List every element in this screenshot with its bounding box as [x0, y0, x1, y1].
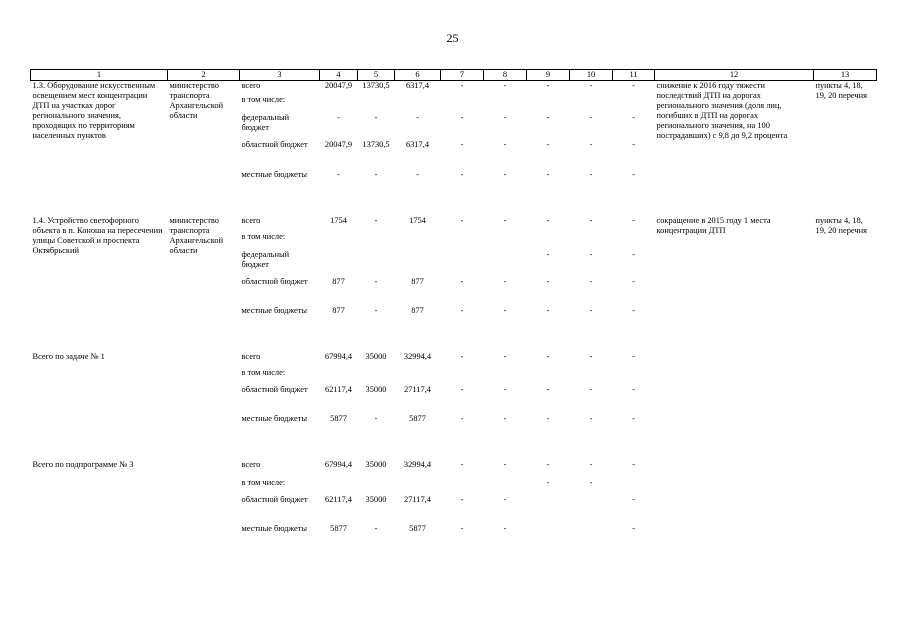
table-row [31, 216, 877, 232]
amount-cell: - [546, 305, 550, 315]
amount-cell: - [460, 305, 464, 315]
amount-cell: - [632, 139, 635, 149]
amount-cell: 1754 [409, 215, 426, 225]
amount-cell [441, 478, 484, 495]
amount-cell [570, 495, 613, 524]
amount-cell [320, 95, 358, 113]
amount-cell: - [632, 215, 635, 225]
amount-cell [484, 95, 527, 113]
amount-cell [395, 368, 441, 385]
amount-cell: 20047,9 [324, 139, 353, 149]
amount-cell: - [632, 169, 635, 179]
column-header-4: 4 [320, 70, 358, 81]
amount-cell: - [632, 459, 635, 469]
amount-cell [570, 95, 613, 113]
amount-cell: - [546, 112, 550, 122]
amount-cell [395, 95, 441, 113]
amount-cell: - [546, 81, 550, 90]
funding-source-label: в том числе: [241, 231, 286, 241]
separator-cell [31, 196, 877, 216]
column-header-5: 5 [358, 70, 395, 81]
amount-cell: - [546, 139, 550, 149]
funding-source-label: в том числе: [241, 94, 286, 104]
amount-cell: 35000 [365, 384, 387, 394]
amount-cell: - [589, 215, 593, 225]
table-row [31, 81, 877, 95]
amount-cell: - [589, 351, 593, 361]
amount-cell: - [503, 494, 507, 504]
amount-cell: - [546, 249, 550, 259]
funding-source-label: областной бюджет [241, 139, 308, 149]
amount-cell: 1754 [330, 215, 347, 225]
amount-cell [527, 495, 570, 524]
activity-name: Всего по задаче № 1 [32, 351, 105, 361]
amount-cell: 13730,5 [362, 81, 390, 90]
table-row [31, 460, 877, 478]
funding-source-label: местные бюджеты [241, 413, 308, 423]
section-separator [31, 196, 877, 216]
amount-cell: 35000 [365, 494, 387, 504]
amount-cell: - [374, 169, 378, 179]
amount-cell: - [589, 413, 593, 423]
activity-name: 1.3. Оборудование искусственным освещением мест концентрации ДТП на участках дорог регионального значения, проходящих по территориям населенных пунктов [32, 81, 156, 140]
amount-cell: - [503, 351, 507, 361]
amount-cell: - [503, 413, 507, 423]
reference-points [814, 460, 877, 550]
amount-cell [613, 368, 655, 385]
amount-cell: - [503, 112, 507, 122]
responsible-executor: министерство транспорта Архангельской области [169, 215, 224, 255]
amount-cell: - [632, 305, 635, 315]
funding-source-label: всего [241, 81, 261, 90]
amount-cell: - [374, 305, 378, 315]
reference-points [814, 352, 877, 440]
funding-source-label: областной бюджет [241, 494, 308, 504]
amount-cell: - [546, 169, 550, 179]
column-header-11: 11 [613, 70, 655, 81]
responsible-executor [168, 460, 240, 550]
amount-cell: - [589, 384, 593, 394]
amount-cell: - [337, 169, 340, 179]
funding-source-label: местные бюджеты [241, 169, 308, 179]
funding-source-label: местные бюджеты [241, 305, 308, 315]
amount-cell: 5877 [409, 413, 426, 423]
column-header-8: 8 [484, 70, 527, 81]
amount-cell: - [460, 169, 464, 179]
amount-cell [358, 232, 395, 250]
column-number-header-row [31, 70, 877, 81]
funding-source-label: местные бюджеты [241, 523, 308, 533]
amount-cell: - [503, 384, 507, 394]
funding-source-label: всего [241, 351, 261, 361]
amount-cell [320, 368, 358, 385]
amount-cell [570, 368, 613, 385]
amount-cell: 35000 [365, 351, 387, 361]
amount-cell [484, 478, 527, 495]
amount-cell: - [589, 249, 593, 259]
amount-cell [570, 524, 613, 550]
amount-cell: - [460, 139, 464, 149]
amount-cell: 5877 [330, 413, 347, 423]
amount-cell: - [589, 305, 593, 315]
amount-cell: - [503, 139, 507, 149]
amount-cell: 6317,4 [405, 81, 430, 90]
amount-cell: - [546, 351, 550, 361]
amount-cell: - [460, 215, 464, 225]
activity-name: Всего по подпрограмме № 3 [32, 459, 134, 469]
amount-cell: - [503, 215, 507, 225]
amount-cell [613, 95, 655, 113]
amount-cell [395, 250, 441, 277]
amount-cell: 13730,5 [362, 139, 390, 149]
table-row [31, 352, 877, 368]
amount-cell [358, 250, 395, 277]
column-header-7: 7 [441, 70, 484, 81]
amount-cell: - [374, 413, 378, 423]
amount-cell: - [460, 459, 464, 469]
amount-cell: - [546, 413, 550, 423]
amount-cell [613, 478, 655, 495]
amount-cell: - [374, 276, 378, 286]
amount-cell: - [460, 112, 464, 122]
amount-cell: - [503, 305, 507, 315]
amount-cell [484, 232, 527, 250]
amount-cell: - [374, 215, 378, 225]
amount-cell [320, 232, 358, 250]
amount-cell [484, 368, 527, 385]
amount-cell: - [460, 351, 464, 361]
amount-cell: 877 [332, 305, 345, 315]
amount-cell [613, 232, 655, 250]
column-header-10: 10 [570, 70, 613, 81]
funding-source-label: в том числе: [241, 477, 286, 487]
table-body [31, 81, 877, 550]
amount-cell: - [632, 494, 635, 504]
column-header-2: 2 [168, 70, 240, 81]
amount-cell: - [632, 276, 635, 286]
funding-source-label: всего [241, 215, 261, 225]
separator-cell [31, 440, 877, 460]
target-indicator: снижение к 2016 году тяжести последствий ДТП на дорогах регионального значения (доля лиц, погибших в ДТП на дорогах регионального значения, на 100 пострадавших) с 9,8 до 9,2 процента [656, 81, 788, 140]
column-header-12: 12 [655, 70, 814, 81]
reference-points: пункты 4, 18, 19, 20 перечня [815, 81, 867, 100]
amount-cell: - [460, 413, 464, 423]
activity-name: 1.4. Устройство светофорного объекта в п. Коноша на пересечении улицы Советской и проспекта Октябрьский [32, 215, 163, 255]
amount-cell: - [416, 112, 419, 122]
funding-source-label: в том числе: [241, 367, 286, 377]
program-table [30, 69, 877, 550]
amount-cell: - [589, 169, 593, 179]
amount-cell: 6317,4 [405, 139, 430, 149]
amount-cell: - [460, 81, 464, 90]
amount-cell: 67994,4 [324, 351, 353, 361]
amount-cell [358, 368, 395, 385]
amount-cell: - [546, 477, 550, 487]
amount-cell: - [460, 384, 464, 394]
column-header-13: 13 [814, 70, 877, 81]
column-header-1: 1 [31, 70, 168, 81]
amount-cell: - [374, 112, 378, 122]
amount-cell: - [337, 112, 340, 122]
amount-cell: - [632, 81, 635, 90]
amount-cell: - [589, 276, 593, 286]
target-indicator [655, 460, 814, 550]
responsible-executor: министерство транспорта Архангельской области [169, 81, 224, 120]
column-header-6: 6 [395, 70, 441, 81]
amount-cell: - [589, 477, 593, 487]
funding-source-label: федеральный бюджет [241, 249, 290, 269]
amount-cell: - [374, 523, 378, 533]
target-indicator [655, 352, 814, 440]
amount-cell: 62117,4 [325, 384, 352, 394]
amount-cell: 32994,4 [403, 351, 432, 361]
amount-cell [395, 232, 441, 250]
amount-cell: 62117,4 [325, 494, 352, 504]
column-header-9: 9 [527, 70, 570, 81]
amount-cell [358, 478, 395, 495]
amount-cell [570, 232, 613, 250]
amount-cell: - [589, 81, 593, 90]
amount-cell: - [503, 276, 507, 286]
funding-source-label: федеральный бюджет [241, 112, 290, 132]
amount-cell: 877 [332, 276, 345, 286]
amount-cell: - [546, 276, 550, 286]
target-indicator: сокращение в 2015 году 1 места концентрации ДТП [656, 215, 771, 235]
amount-cell [441, 95, 484, 113]
amount-cell [527, 368, 570, 385]
amount-cell: - [632, 523, 635, 533]
amount-cell: - [589, 112, 593, 122]
amount-cell: - [503, 523, 507, 533]
amount-cell: - [546, 384, 550, 394]
page-number: 25 [446, 31, 459, 45]
amount-cell [527, 524, 570, 550]
amount-cell: - [632, 384, 635, 394]
separator-cell [31, 332, 877, 352]
amount-cell: - [632, 249, 635, 259]
amount-cell: 5877 [409, 523, 426, 533]
amount-cell: - [589, 459, 593, 469]
amount-cell: - [503, 459, 507, 469]
column-header-3: 3 [240, 70, 320, 81]
funding-source-label: всего [241, 459, 261, 469]
amount-cell [441, 232, 484, 250]
amount-cell: - [632, 112, 635, 122]
amount-cell [358, 95, 395, 113]
amount-cell: - [503, 169, 507, 179]
amount-cell: 32994,4 [403, 459, 432, 469]
amount-cell: 27117,4 [404, 384, 431, 394]
amount-cell: 67994,4 [324, 459, 353, 469]
funding-source-label: областной бюджет [241, 276, 308, 286]
responsible-executor [168, 352, 240, 440]
section-separator [31, 332, 877, 352]
amount-cell: 20047,9 [324, 81, 353, 90]
amount-cell [320, 250, 358, 277]
amount-cell [484, 250, 527, 277]
amount-cell: 27117,4 [404, 494, 431, 504]
amount-cell [441, 368, 484, 385]
amount-cell: - [460, 523, 464, 533]
amount-cell: - [460, 276, 464, 286]
section-separator [31, 440, 877, 460]
amount-cell [527, 232, 570, 250]
amount-cell: - [460, 494, 464, 504]
amount-cell: 877 [411, 276, 424, 286]
amount-cell: - [503, 81, 507, 90]
amount-cell [320, 478, 358, 495]
reference-points: пункты 4, 18, 19, 20 перечня [815, 215, 867, 235]
amount-cell: - [546, 459, 550, 469]
amount-cell: 35000 [365, 459, 387, 469]
funding-source-label: областной бюджет [241, 384, 308, 394]
amount-cell: 877 [411, 305, 424, 315]
amount-cell: - [632, 351, 635, 361]
amount-cell: - [546, 215, 550, 225]
amount-cell [441, 250, 484, 277]
amount-cell: - [589, 139, 593, 149]
amount-cell [395, 478, 441, 495]
amount-cell [527, 95, 570, 113]
amount-cell: - [416, 169, 419, 179]
amount-cell: 5877 [330, 523, 347, 533]
amount-cell: - [632, 413, 635, 423]
